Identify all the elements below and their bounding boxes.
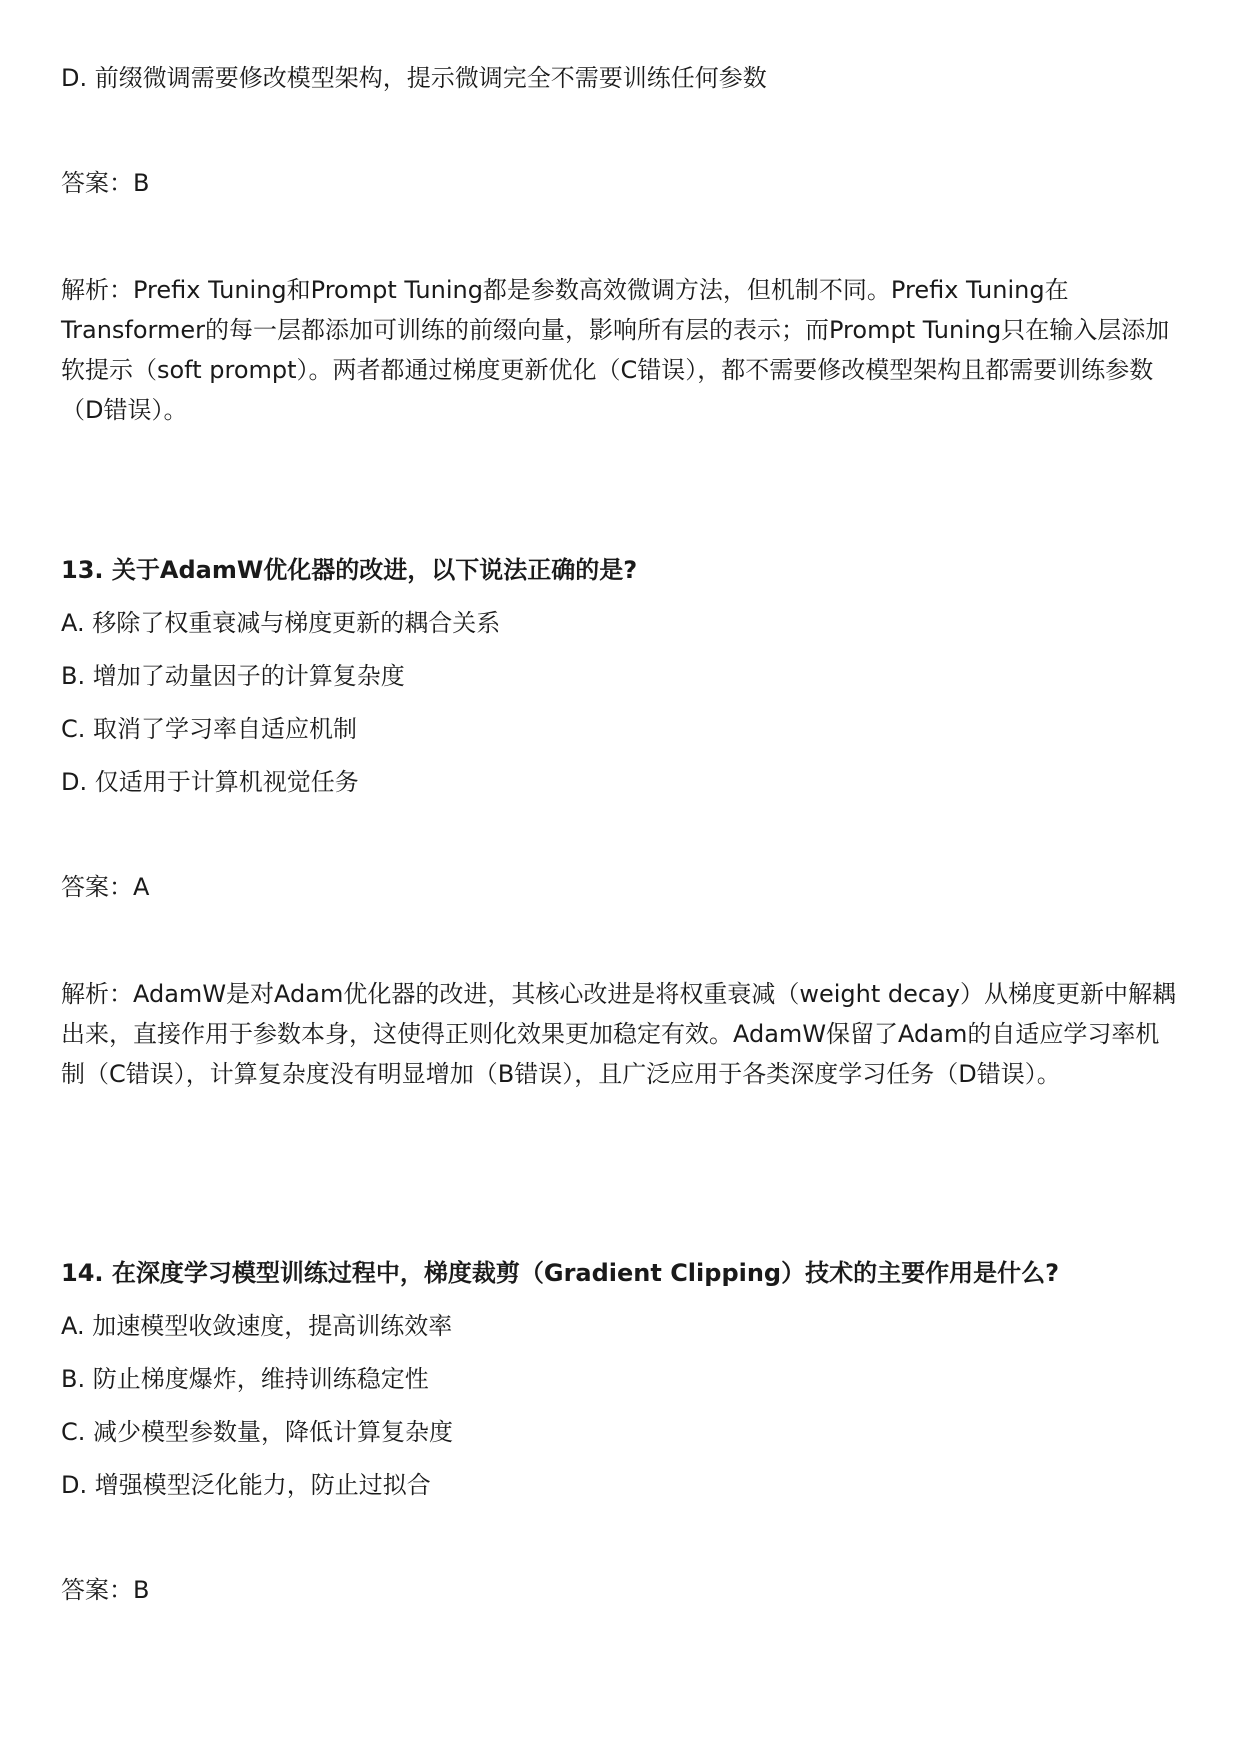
q13-option-d: D. 仅适用于计算机视觉任务 bbox=[61, 768, 359, 796]
q13-option-c: C. 取消了学习率自适应机制 bbox=[61, 715, 358, 743]
q14-title: 14. 在深度学习模型训练过程中，梯度裁剪（Gradient Clipping）技术的主要作用是什么? bbox=[61, 1259, 1060, 1287]
q12-option-d: D. 前缀微调需要修改模型架构，提示微调完全不需要训练任何参数 bbox=[61, 64, 767, 92]
q14-answer: 答案：B bbox=[61, 1576, 150, 1604]
q14-option-c: C. 减少模型参数量，降低计算复杂度 bbox=[61, 1418, 454, 1446]
q12-analysis: 解析：Prefix Tuning和Prompt Tuning都是参数高效微调方法，但机制不同。Prefix Tuning在Transformer的每一层都添加可训练的前缀向量，影响所有层的表示；而Prompt Tuning只在输入层添加软提示（soft prompt）。两者都通过梯度更新优化（C错误），都不需要修改模型架构且都需要训练参数（D错误）。 bbox=[61, 276, 1170, 424]
q14-option-a: A. 加速模型收敛速度，提高训练效率 bbox=[61, 1312, 453, 1340]
q13-analysis: 解析：AdamW是对Adam优化器的改进，其核心改进是将权重衰减（weight decay）从梯度更新中解耦出来，直接作用于参数本身，这使得正则化效果更加稳定有效。AdamW保留了Adam的自适应学习率机制（C错误），计算复杂度没有明显增加（B错误），且广泛应用于各类深度学习任务（D错误）。 bbox=[61, 980, 1177, 1088]
q13-title: 13. 关于AdamW优化器的改进，以下说法正确的是? bbox=[61, 556, 638, 584]
q13-option-a: A. 移除了权重衰减与梯度更新的耦合关系 bbox=[61, 609, 501, 637]
q14-option-b: B. 防止梯度爆炸，维持训练稳定性 bbox=[61, 1365, 429, 1393]
q12-answer: 答案：B bbox=[61, 169, 150, 197]
q14-option-d: D. 增强模型泛化能力，防止过拟合 bbox=[61, 1471, 431, 1499]
q13-answer: 答案：A bbox=[61, 873, 150, 901]
q13-option-b: B. 增加了动量因子的计算复杂度 bbox=[61, 662, 405, 690]
